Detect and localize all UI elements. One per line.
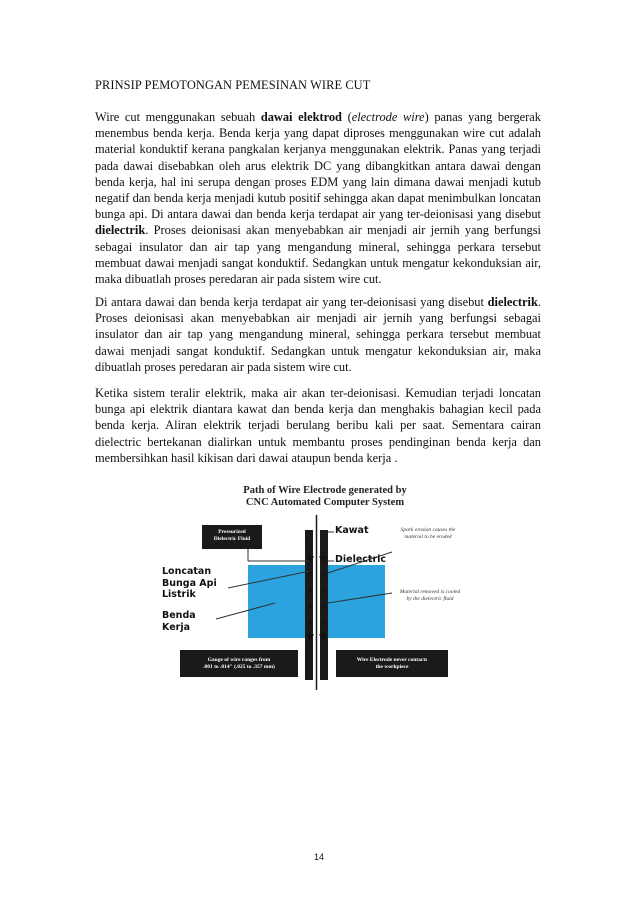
section-heading: PRINSIP PEMOTONGAN PEMESINAN WIRE CUT (95, 78, 371, 92)
paragraph-2: Di antara dawai dan benda kerja terdapat air yang ter-deionisasi yang disebut dielectrik. Proses deionisasi akan menyebabkan air menjadi air jernih yang berfungsi sebagai insulator dan air tap yang mengandung mineral, sehingga perkara tersebut membuat dawai menjadi sangat konduktif. Sedangkan untuk mengatur kekonduksian air, maka dibuatlah proses peredaran air pada sistem wire cut. (95, 295, 541, 374)
wire-gauge-box: Gauge of wire ranges from .001 to .014" (.025 to .357 mm) (180, 650, 298, 677)
label-benda-kerja: Benda Kerja (162, 610, 196, 633)
wire-never-contacts-box: Wire Electrode never contacts the workpiece (336, 650, 448, 677)
label-dielectric: Dielectric (335, 554, 387, 565)
paragraph-1: Wire cut menggunakan sebuah dawai elektrod (electrode wire) panas yang bergerak menembus benda kerja. Benda kerja yang dapat diproses menggunakan wire cut adalah material konduktif kerana pangkalan kerjanya menggunakan elektrik. Panas yang terjadi pada dawai disebabkan oleh arus elektrik DC yang dibangkitkan antara dawai dengan benda kerja, hal ini serupa dengan proses EDM yang lain dimana dawai menjadi kutub negatif dan benda kerja menjadi kutub positif sehingga akan dapat menimbulkan loncatan bunga api. Di antara dawai dan benda kerja terdapat air yang ter-deionisasi yang disebut dielectrik. Proses deionisasi akan menyebabkan air menjadi air jernih yang berfungsi sebagai insulator dan air tap yang mengandung mineral, sehingga perkara tersebut membuat dawai menjadi sangat konduktif. Sedangkan untuk mengatur kekonduksian air, maka dibuatlah proses peredaran air pada sistem wire cut. (95, 110, 541, 287)
label-kawat: Kawat (335, 525, 369, 536)
label-material-removed: Material removed is cooled by the dielectric fluid (399, 589, 461, 602)
paragraph-3: Ketika sistem teralir elektrik, maka air akan ter-deionisasi. Kemudian terjadi loncatan bunga api elektrik diantara kawat dan benda kerja dan menghakis bahagian kecil pada benda kerja. Aliran elektrik terjadi berulang beribu kali per saat. Sementara cairan dielectric bertekanan dialirkan untuk membantu proses pendinginan benda kerja dan membersihkan hasil kikisan dari dawai ataupun benda kerja . (95, 386, 541, 465)
pressurized-dielectric-box: Pressurized Dielectric Fluid (202, 525, 262, 549)
label-spark-erosion: Spark erosion causes the material to be eroded (400, 527, 456, 540)
workpiece-left (248, 565, 305, 638)
diagram-title: Path of Wire Electrode generated by CNC Automated Computer System (243, 485, 407, 508)
wire-guide-right (320, 530, 328, 680)
page-number: 14 (313, 852, 324, 862)
wire-cut-diagram (160, 485, 480, 690)
wire-guide-left (305, 530, 313, 680)
label-loncatan: Loncatan Bunga Api Listrik (162, 566, 217, 600)
